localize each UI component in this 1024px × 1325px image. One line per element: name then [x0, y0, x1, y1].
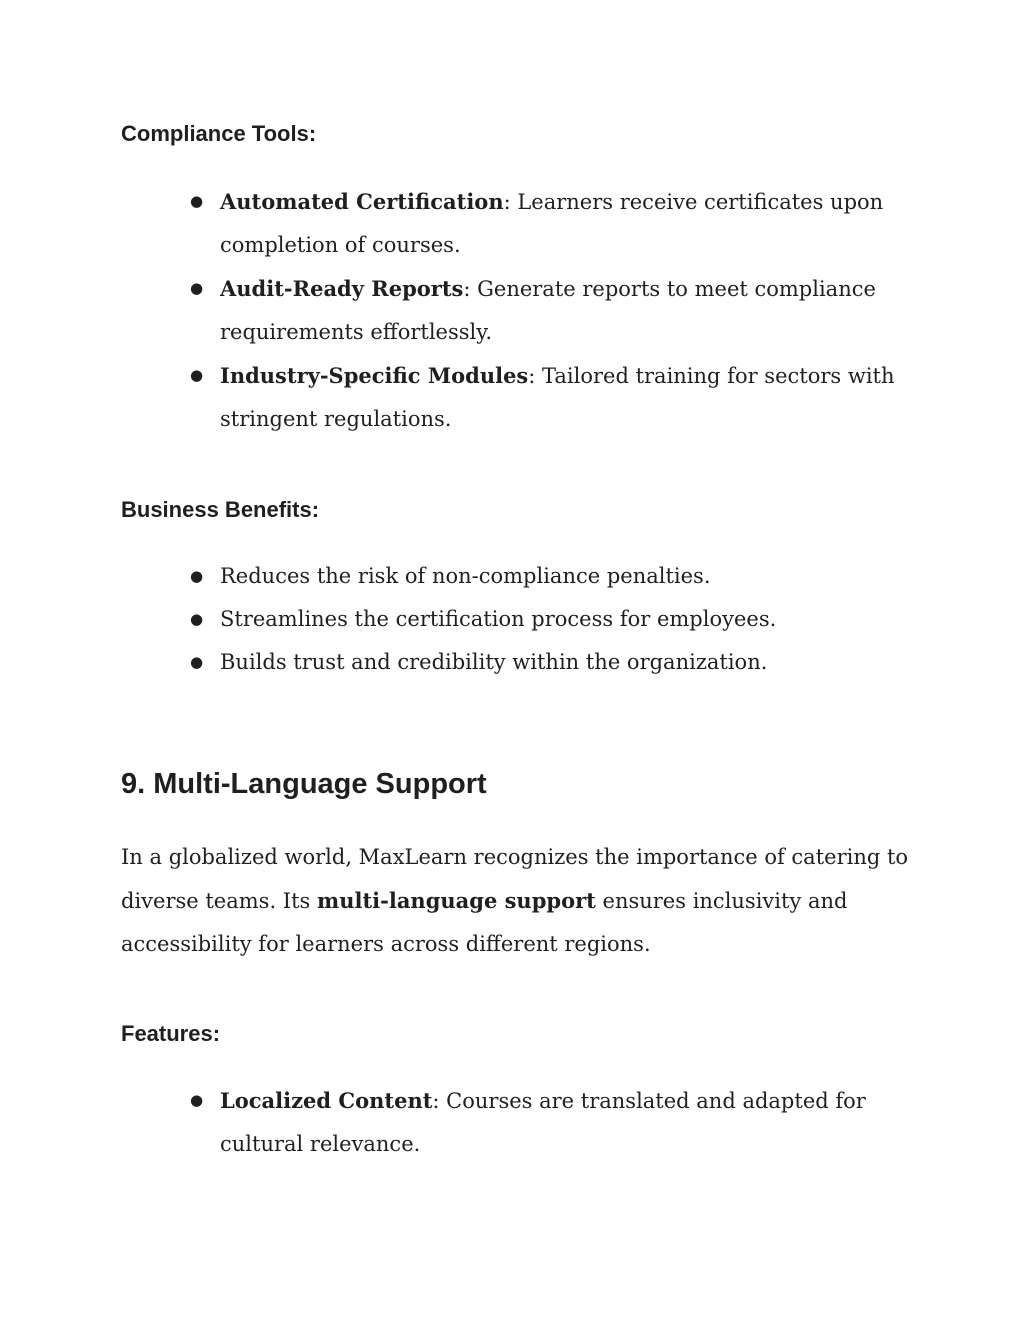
list-item — [186, 641, 906, 684]
list-item-term: Automated Certification — [220, 189, 504, 214]
intro-text-start: In a globalized world, MaxLearn recognizes the importance of catering to diverse teams. Its — [121, 845, 909, 913]
bullet-icon: ● — [190, 567, 204, 585]
list-item-text: : Learners receive certificates upon completion of courses. — [220, 190, 884, 257]
list-item — [186, 1079, 906, 1166]
intro-text-bold: multi-language support — [316, 888, 596, 913]
list-item-text: Streamlines the certification process for employees. — [220, 607, 777, 631]
list-item-text: Builds trust and credibility within the organization. — [220, 650, 768, 674]
list-item — [186, 598, 906, 641]
bullet-icon: ● — [190, 279, 204, 297]
compliance-tools-heading: Compliance Tools: — [121, 121, 317, 146]
features-heading: Features: — [121, 1021, 221, 1046]
list-item — [186, 354, 906, 441]
bullet-icon: ● — [190, 366, 204, 384]
list-item-term: Localized Content — [220, 1088, 433, 1113]
list-item-text: : Tailored training for sectors with stringent regulations. — [220, 364, 895, 431]
intro-text-end: ensures inclusivity and accessibility for learners across different regions. — [121, 889, 848, 956]
list-item-term: Industry-Specific Modules — [220, 363, 529, 388]
compliance-tools-list — [186, 180, 906, 441]
list-item-text: : Generate reports to meet compliance requirements effortlessly. — [220, 277, 876, 344]
business-benefits-heading: Business Benefits: — [121, 497, 320, 522]
list-item-term: Audit-Ready Reports — [220, 276, 464, 301]
bullet-icon: ● — [190, 192, 204, 210]
list-item-text: : Courses are translated and adapted for cultural relevance. — [220, 1089, 866, 1156]
list-item-text: Reduces the risk of non-compliance penalties. — [220, 564, 711, 588]
bullet-icon: ● — [190, 653, 204, 671]
features-list — [186, 1079, 906, 1166]
list-item — [186, 180, 906, 267]
business-benefits-list — [186, 555, 906, 684]
list-item — [186, 555, 906, 598]
bullet-icon: ● — [190, 610, 204, 628]
list-item — [186, 267, 906, 354]
section-title: 9. Multi-Language Support — [121, 768, 487, 800]
bullet-icon: ● — [190, 1091, 204, 1109]
section-intro-paragraph — [121, 836, 911, 966]
